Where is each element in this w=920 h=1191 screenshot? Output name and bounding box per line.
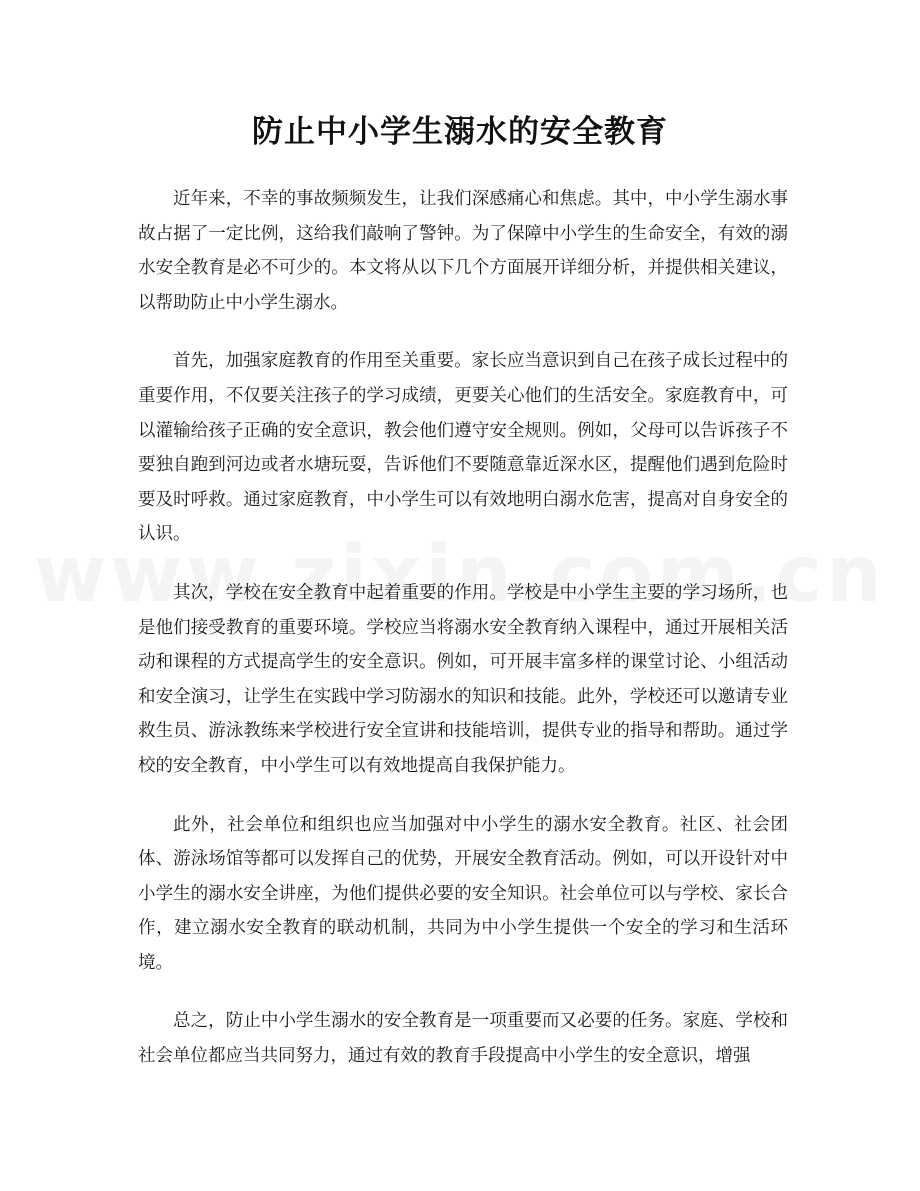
paragraph-4: 此外，社会单位和组织也应当加强对中小学生的溺水安全教育。社区、社会团体、游泳场馆等都可以发挥自己的优势，开展安全教育活动。例如，可以开设针对中小学生的溺水安全讲座，为他们提供必要的安全知识。社会单位可以与学校、家长合作，建立溺水安全教育的联动机制，共同为中小学生提供一个安全的学习和生活环境。 bbox=[138, 814, 788, 973]
document-title: 防止中小学生溺水的安全教育 bbox=[252, 114, 668, 150]
paragraph-3: 其次，学校在安全教育中起着重要的作用。学校是中小学生主要的学习场所，也是他们接受教育的重要环境。学校应当将溺水安全教育纳入课程中，通过开展相关活动和课程的方式提高学生的安全意识。例如，可开展丰富多样的课堂讨论、小组活动和安全演习，让学生在实践中学习防溺水的知识和技能。此外，学校还可以邀请专业救生员、游泳教练来学校进行安全宣讲和技能培训，提供专业的指导和帮助。通过学校的安全教育，中小学生可以有效地提高自我保护能力。 bbox=[138, 582, 788, 776]
paragraph-2: 首先，加强家庭教育的作用至关重要。家长应当意识到自己在孩子成长过程中的重要作用，不仅要关注孩子的学习成绩，更要关心他们的生活安全。家庭教育中，可以灌输给孩子正确的安全意识，教会他们遵守安全规则。例如，父母可以告诉孩子不要独自跑到河边或者水塘玩耍，告诉他们不要随意靠近深水区，提醒他们遇到危险时要及时呼救。通过家庭教育，中小学生可以有效地明白溺水危害，提高对自身安全的认识。 bbox=[138, 351, 788, 545]
paragraph-5: 总之，防止中小学生溺水的安全教育是一项重要而又必要的任务。家庭、学校和社会单位都应当共同努力，通过有效的教育手段提高中小学生的安全意识，增强 bbox=[138, 1011, 788, 1067]
paragraph-1: 近年来，不幸的事故频频发生，让我们深感痛心和焦虑。其中，中小学生溺水事故占据了一定比例，这给我们敲响了警钟。为了保障中小学生的生命安全，有效的溺水安全教育是必不可少的。本文将从以下几个方面展开详细分析，并提供相关建议，以帮助防止中小学生溺水。 bbox=[138, 189, 788, 313]
document-body bbox=[138, 182, 788, 1098]
